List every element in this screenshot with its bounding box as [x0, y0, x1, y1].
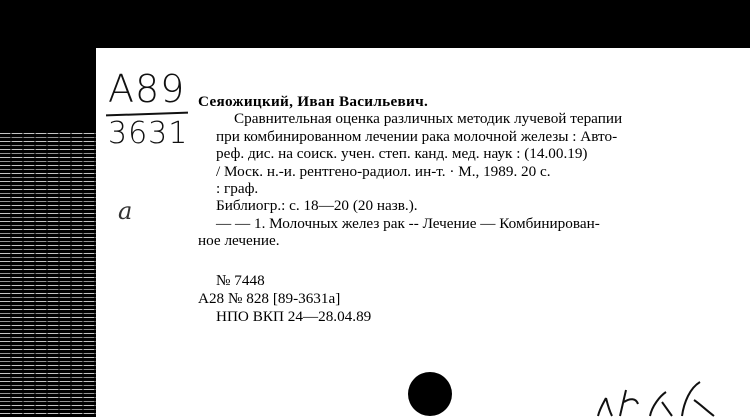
accession-number: № 7448	[216, 272, 265, 289]
handwritten-scribble	[590, 372, 720, 417]
description-line: при комбинированном лечении рака молочной железы : Авто-	[216, 127, 618, 145]
bibliographic-entry	[198, 93, 723, 250]
card-punch-hole	[408, 372, 452, 416]
processing-stamp: НПО ВКП 24—28.04.89	[216, 308, 372, 325]
description-line: Сравнительная оценка различных методик лучевой терапии	[234, 110, 623, 128]
call-number-top: A89	[108, 67, 186, 111]
description-line: : граф.	[216, 180, 259, 198]
description-line: реф. дис. на соиск. учен. степ. канд. мед. наук : (14.00.19)	[216, 145, 588, 163]
accession-shelf-code: А28 № 828 [89-3631a]	[198, 290, 341, 307]
scan-border-top	[0, 0, 750, 48]
subject-heading-line: ное лечение.	[198, 232, 280, 250]
subject-heading-line: — — 1. Молочных желез рак -- Лечение — Комбинирован-	[216, 214, 600, 232]
author-heading: Сеяожицкий, Иван Васильевич.	[198, 93, 429, 110]
bibliography-note: Библиогр.: с. 18—20 (20 назв.).	[216, 197, 418, 215]
scan-border-stripes-vertical	[0, 130, 96, 417]
handwritten-margin-note: a	[118, 197, 133, 225]
title-description	[198, 110, 723, 197]
call-number-bottom: 3631	[108, 116, 189, 151]
description-line: / Моск. н.-и. рентгено-радиол. ин-т. · М., 1989. 20 с.	[216, 162, 551, 180]
